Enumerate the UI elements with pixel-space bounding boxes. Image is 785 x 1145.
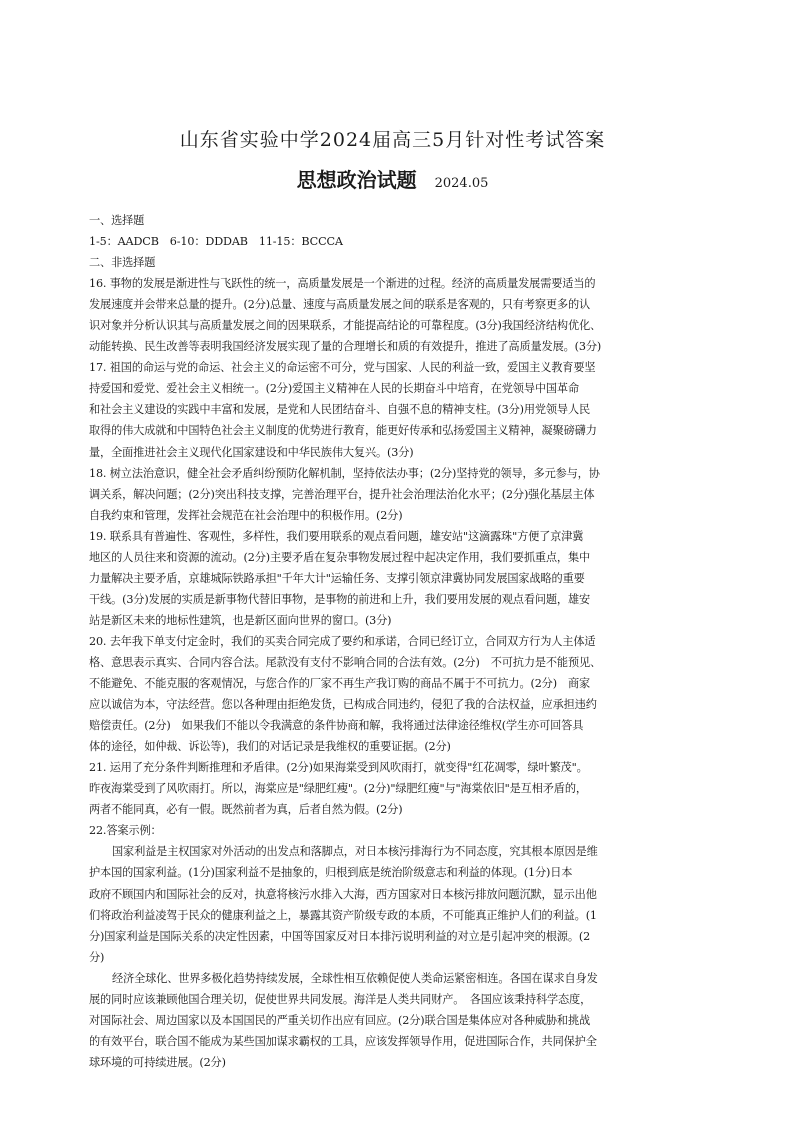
text-line: 一、选择题: [89, 214, 145, 227]
text-line: 不能避免、不能克服的客观情况，与您合作的厂家不再生产我订购的商品不属于不可抗力。(2分) 商家: [89, 677, 591, 691]
text-line: 昨夜海棠受到了风吹雨打。所以，海棠应是"绿肥红瘦"。(2分)"绿肥红瘦"与"海棠依旧"是互相矛盾的，: [89, 782, 587, 796]
text-line: 发展速度并会带来总量的提升。(2分)总量、速度与高质量发展之间的联系是客观的，只有考察更多的认: [89, 298, 591, 312]
text-line: 球环境的可持续进展。(2分): [89, 1055, 226, 1069]
text-line: 对国际社会、周边国家以及本国国民的严重关切作出应有回应。(2分)联合国是集体应对各种威胁和挑战: [89, 1013, 591, 1027]
text-line: 21. 运用了充分条件判断推理和矛盾律。(2分)如果海棠受到风吹雨打，就变得"红花凋零，绿叶繁茂"。: [89, 761, 588, 775]
text-line: 18. 树立法治意识，健全社会矛盾纠纷预防化解机制，坚持依法办事；(2分)坚持党的领导，多元参与，协: [89, 466, 600, 480]
text-line: 1-5：AADCB 6-10：DDDAB 11-15：BCCCA: [89, 235, 343, 249]
text-line: 经济全球化、世界多极化趋势持续发展，全球性相互依赖促使人类命运紧密相连。各国在谋求自身发: [112, 971, 598, 985]
text-line: 护本国的国家利益。(1分)国家利益不是抽象的，归根到底是统治阶级意志和利益的体现。(1分)日本: [89, 866, 573, 880]
text-line: 应以诚信为本，守法经营。您以各种理由拒绝发货，已构成合同违约，侵犯了我的合法权益，应承担违约: [89, 698, 597, 712]
exam-date: 2024.05: [434, 176, 489, 191]
text-line: 格、意思表示真实、合同内容合法。尾款没有支付不影响合同的合法有效。(2分) 不可抗力是不能预见、: [89, 655, 602, 669]
text-line: 取得的伟大成就和中国特色社会主义制度的优势进行教育，能更好传承和弘扬爱国主义精神，凝聚磅礴力: [89, 424, 597, 438]
text-line: 力量解决主要矛盾，京雄城际铁路承担"千年大计"运输任务、支撑引领京津冀协同发展国家战略的重要: [89, 571, 585, 585]
text-line: 地区的人员往来和资源的流动。(2分)主要矛盾在复杂事物发展过程中起决定作用，我们要抓重点，集中: [89, 550, 591, 564]
text-line: 国家利益是主权国家对外活动的出发点和落脚点，对日本核污排海行为不同态度，究其根本原因是维: [112, 845, 598, 859]
text-line: 们将政治利益凌驾于民众的健康利益之上，暴露其资产阶级专政的本质，不可能真正维护人们的利益。(1: [89, 908, 597, 922]
text-line: 体的途径，如仲裁、诉讼等)，我们的对话记录是我维权的重要证据。(2分): [89, 740, 451, 754]
text-line: 识对象并分析认识其与高质量发展之间的因果联系，才能提高结论的可靠程度。(3分)我国经济结构优化、: [89, 319, 602, 333]
text-line: 16. 事物的发展是渐进性与飞跃性的统一，高质量发展是一个渐进的过程。经济的高质量发展需要适当的: [89, 277, 596, 291]
subject-name: 思想政治试题: [296, 168, 417, 192]
text-line: 展的同时应该兼顾他国合理关切，促使世界共同发展。海洋是人类共同财产。 各国应该秉持科学态度，: [89, 992, 592, 1006]
text-line: 二、非选择题: [89, 256, 156, 270]
text-line: 动能转换、民生改善等表明我国经济发展实现了量的合理增长和质的有效提升，推进了高质量发展。(3分): [89, 340, 602, 354]
text-line: 两者不能同真，必有一假。既然前者为真，后者自然为假。(2分): [89, 803, 403, 817]
text-line: 政府不顾国内和国际社会的反对，执意将核污水排入大海，西方国家对日本核污排放问题沉默，显示出他: [89, 887, 597, 901]
text-line: 分): [89, 950, 105, 964]
text-line: 赔偿责任。(2分) 如果我们不能以令我满意的条件协商和解，我将通过法律途径维权(学生亦可回答具: [89, 719, 584, 733]
text-line: 调关系，解决问题；(2分)突出科技支撑，完善治理平台，提升社会治理法治化水平；(2分)强化基层主体: [89, 487, 595, 501]
text-line: 19. 联系具有普遍性、客观性，多样性，我们要用联系的观点看问题，雄安站"这滴露珠"方便了京津冀: [89, 529, 584, 543]
text-line: 干线。(3分)发展的实质是新事物代替旧事物，是事物的前进和上升，我们要用发展的观点看问题，雄安: [89, 592, 591, 606]
text-line: 的有效平台，联合国不能成为某些国加谋求霸权的工具，应该发挥领导作用，促进国际合作，共同保护全: [89, 1034, 597, 1048]
text-line: 20. 去年我下单支付定金时，我们的买卖合同完成了要约和承诺，合同已经订立，合同双方行为人主体适: [89, 634, 596, 648]
text-line: 量，全面推进社会主义现代化国家建设和中华民族伟大复兴。(3分): [89, 445, 414, 459]
text-line: 持爱国和爱党、爱社会主义相统一。(2分)爱国主义精神在人民的长期奋斗中培育，在党领导中国革命: [89, 382, 580, 396]
text-line: 自我约束和管理，发挥社会规范在社会治理中的积极作用。(2分): [89, 508, 403, 522]
subject-heading: [0, 164, 785, 193]
text-line: 和社会主义建设的实践中丰富和发展，是党和人民团结奋斗、自强不息的精神支柱。(3分)用党领导人民: [89, 403, 591, 417]
text-line: 分)国家利益是国际关系的决定性因素，中国等国家反对日本排污说明利益的对立是引起冲突的根源。(2: [89, 929, 591, 943]
answer-body: [89, 210, 703, 1073]
text-line: 17. 祖国的命运与党的命运、社会主义的命运密不可分，党与国家、人民的利益一致，爱国主义教育要坚: [89, 361, 596, 375]
page-title: 山东省实验中学2024届高三5月针对性考试答案: [179, 129, 606, 151]
text-line: 站是新区未来的地标性建筑，也是新区面向世界的窗口。(3分): [89, 613, 392, 627]
text-line: 22.答案示例：: [89, 824, 162, 838]
